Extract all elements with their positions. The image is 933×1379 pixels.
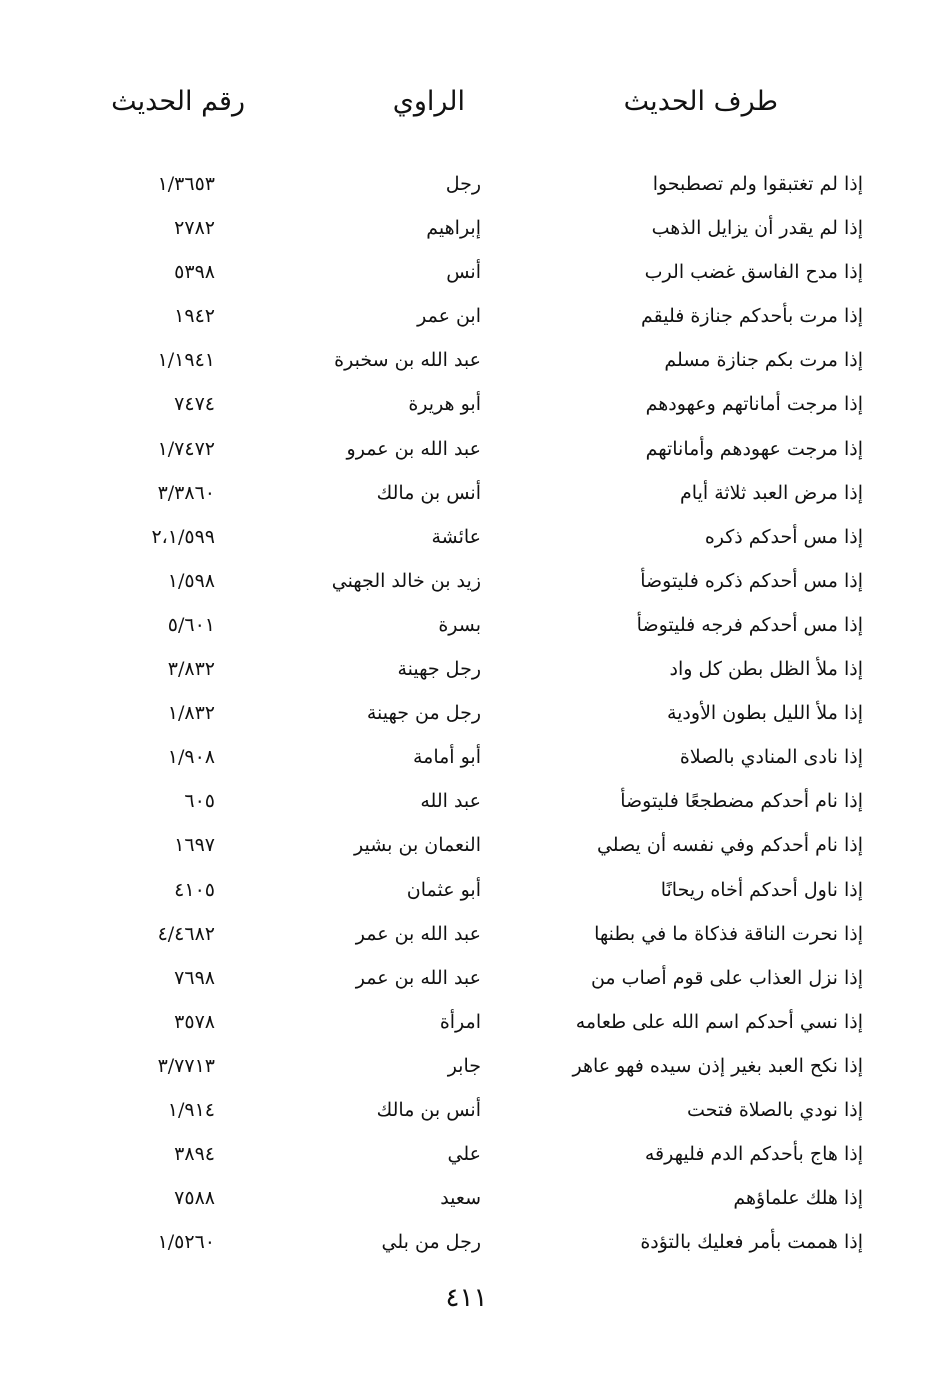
hadith-text: إذا نسي أحدكم اسم الله على طعامه [575, 1010, 863, 1033]
hadith-number: ٥٣٩٨ [174, 261, 215, 284]
hadith-number: ١/٩١٤ [167, 1098, 215, 1121]
table-row [0, 474, 933, 518]
narrator-name: عبد الله [420, 790, 481, 813]
table-row [0, 518, 933, 562]
hadith-number: ١/٣٦٥٣ [157, 173, 215, 195]
hadith-text: إذا هاج بأحدكم الدم فليهرقه [644, 1143, 863, 1166]
table-row [0, 341, 933, 385]
hadith-number: ٧٤٧٤ [174, 393, 215, 416]
hadith-text: إذا مس أحدكم فرجه فليتوضأ [636, 613, 863, 636]
table-header [0, 86, 933, 136]
table-row [0, 915, 933, 959]
table-row [0, 1223, 933, 1267]
hadith-number: ٣/٧٧١٣ [157, 1054, 215, 1077]
narrator-name: زيد بن خالد الجهني [331, 569, 481, 592]
table-row [0, 826, 933, 870]
hadith-number: ٣/٣٨٦٠ [157, 481, 215, 504]
page-number: ٤١١ [445, 1283, 488, 1313]
hadith-number: ٧٦٩٨ [174, 966, 215, 989]
hadith-index-table [0, 165, 933, 1267]
table-row [0, 1179, 933, 1223]
table-row [0, 385, 933, 429]
table-row [0, 1047, 933, 1091]
hadith-text: إذا لم يقدر أن يزايل الذهب [651, 217, 863, 240]
hadith-number: ٤١٠٥ [174, 878, 215, 901]
table-row [0, 650, 933, 694]
hadith-number: ١/٥٩٨ [167, 569, 215, 592]
hadith-number: ٢،١/٥٩٩ [151, 525, 215, 548]
table-row [0, 253, 933, 297]
hadith-number: ٥/٦٠١ [167, 613, 215, 636]
hadith-text: إذا هلك علماؤهم [733, 1187, 863, 1210]
narrator-name: جابر [447, 1054, 481, 1077]
hadith-text: إذا مرت بأحدكم جنازة فليقم [641, 305, 863, 328]
table-row [0, 871, 933, 915]
table-row [0, 430, 933, 474]
narrator-name: امرأة [439, 1010, 481, 1033]
narrator-name: عبد الله بن عمرو [346, 437, 481, 460]
number-column-header: رقم الحديث [111, 86, 245, 117]
hadith-text: إذا ملأ الظل بطن كل واد [669, 658, 863, 681]
hadith-text: إذا مرجت أماناتهم وعهودهم [645, 393, 863, 416]
hadith-text: إذا هممت بأمر فعليك بالتؤدة [640, 1231, 863, 1254]
narrator-name: أنس بن مالك [376, 481, 481, 504]
table-row [0, 297, 933, 341]
narrator-name: رجل من بلي [381, 1231, 481, 1254]
narrator-name: إبراهيم [426, 217, 481, 240]
hadith-text: إذا ناول أحدكم أخاه ريحانًا [660, 878, 863, 901]
hadith-number: ١٩٤٢ [174, 305, 215, 328]
table-row [0, 1003, 933, 1047]
hadith-text: إذا نادى المنادي بالصلاة [679, 746, 863, 769]
hadith-number: ١/٨٣٢ [167, 702, 215, 725]
hadith-text: إذا مرجت عهودهم وأماناتهم [645, 437, 863, 460]
narrator-name: رجل جهينة [397, 658, 481, 681]
hadith-text: إذا مرت بكم جنازة مسلم [664, 349, 863, 372]
narrator-name: سعيد [440, 1187, 481, 1210]
table-row [0, 782, 933, 826]
table-row [0, 606, 933, 650]
hadith-number: ١/٧٤٧٢ [157, 437, 215, 460]
narrator-name: أنس [446, 261, 481, 284]
table-row [0, 738, 933, 782]
hadith-text: إذا مدح الفاسق غضب الرب [644, 261, 863, 284]
narrator-name: عبد الله بن عمر [355, 966, 481, 989]
hadith-text: إذا مرض العبد ثلاثة أيام [680, 481, 863, 504]
hadith-number: ٣٥٧٨ [174, 1010, 215, 1033]
hadith-number: ٣٨٩٤ [174, 1143, 215, 1166]
hadith-number: ١٦٩٧ [174, 834, 215, 857]
hadith-text: إذا نكح العبد بغير إذن سيده فهو عاهر [572, 1054, 863, 1077]
narrator-name: رجل [445, 173, 481, 195]
narrator-name: أبو عثمان [406, 878, 481, 901]
hadith-number: ٧٥٨٨ [174, 1187, 215, 1210]
hadith-number: ١/٩٠٨ [167, 746, 215, 769]
narrator-name: النعمان بن بشير [354, 834, 481, 857]
hadith-text: إذا نام أحدكم مضطجعًا فليتوضأ [620, 790, 863, 813]
hadith-text: إذا نحرت الناقة فذكاة ما في بطنها [594, 922, 863, 945]
table-row [0, 1135, 933, 1179]
narrator-name: أنس بن مالك [376, 1098, 481, 1121]
hadith-number: ٦٠٥ [184, 790, 215, 813]
hadith-number: ٤/٤٦٨٢ [157, 922, 215, 945]
hadith-text: إذا ملأ الليل بطون الأودية [666, 702, 863, 725]
table-row [0, 209, 933, 253]
narrator-name: عائشة [431, 525, 481, 548]
hadith-text: إذا نودي بالصلاة فتحت [687, 1098, 863, 1121]
narrator-name: عبد الله بن سخبرة [334, 349, 481, 372]
narrator-name: رجل من جهينة [366, 702, 481, 725]
narrator-name: أبو هريرة [408, 393, 481, 416]
table-row [0, 165, 933, 209]
narrator-name: أبو أمامة [412, 746, 481, 769]
hadith-number: ١/٥٢٦٠ [157, 1231, 215, 1254]
hadith-text: إذا مس أحدكم ذكره [704, 525, 863, 548]
narrator-name: علي [447, 1143, 481, 1166]
hadith-column-header: طرف الحديث [623, 86, 778, 117]
narrator-name: عبد الله بن عمر [355, 922, 481, 945]
narrator-name: ابن عمر [417, 305, 481, 328]
hadith-number: ٣/٨٣٢ [167, 658, 215, 681]
table-row [0, 959, 933, 1003]
hadith-number: ٢٧٨٢ [174, 217, 215, 240]
table-row [0, 694, 933, 738]
hadith-text: إذا نزل العذاب على قوم أصاب من [590, 966, 863, 989]
narrator-column-header: الراوي [392, 86, 465, 117]
table-row [0, 1091, 933, 1135]
table-row [0, 562, 933, 606]
hadith-text: إذا لم تغتبقوا ولم تصطبحوا [652, 173, 863, 195]
narrator-name: بسرة [438, 613, 481, 636]
hadith-text: إذا مس أحدكم ذكره فليتوضأ [640, 569, 863, 592]
hadith-text: إذا نام أحدكم وفي نفسه أن يصلي [596, 834, 863, 857]
hadith-number: ١/١٩٤١ [157, 349, 215, 372]
